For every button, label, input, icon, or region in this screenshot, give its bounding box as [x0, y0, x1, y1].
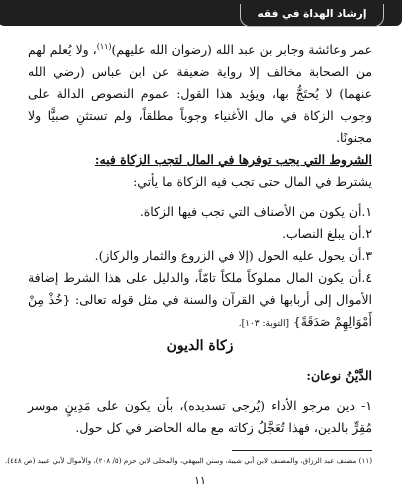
footnote-marker: (١١) [96, 42, 112, 51]
page-number: ١١ [194, 474, 206, 487]
paragraph-1 [28, 36, 372, 149]
conditions-intro: يشترط في المال حتى تجب فيه الزكاة ما يأتي: [133, 174, 372, 190]
footnote-separator [232, 450, 372, 451]
condition-4 [28, 267, 372, 335]
page-body [28, 36, 372, 439]
paragraph-1-rest: ، ولا يُعلم لهم من الصحابة مخالف إلا رواية ضعيفة عن ابن عباس (رضي الله عنهما) لا يُحتَجُّ بها، ويؤيد هذا القول: عموم النصوص الدالة على وجوب الزكاة في مال الأغنياء وجوباً مطلقاً، ولم تستثنِ صبيًّا ولا مجنونًا. [28, 42, 372, 146]
condition-3: ٣.أن يحول عليه الحول (إلا في الزروع والثمار والركاز). [94, 248, 372, 264]
debt-type-1: ١- دين مرجو الأداء (يُرجى تسديده)، بأن يكون على مَدِينٍ موسر مُقِرٍّ بالدين، فهذا تُعَجَّلُ زكاته مع ماله الحاضر في كل حول. [28, 398, 372, 436]
footnote: (١١) مصنف عبد الرزاق، والمصنف لابن أبي شيبة، وسنن البيهقي، والمحلى لابن حزم (٥/ ٢٠٨)، والأموال لأبي عبيد (ص ٤٤٨). [5, 456, 372, 465]
section-title: زكاة الديون [166, 338, 234, 355]
page-header [0, 0, 402, 40]
condition-1: ١.أن يكون من الأصناف التي تجب فيها الزكاة. [139, 204, 372, 220]
condition-4-text: ٤.أن يكون المال مملوكاً ملكاً تامّاً، والدليل على هذا الشرط إضافة الأموال إلى أربابها في القرآن والسنة في مثل قوله تعالى: {خُذْ مِنْ أَمْوَالِهِمْ صَدَقَةً} [28, 270, 372, 330]
paragraph-1-start: عمر وعائشة وجابر بن عبد الله (رضوان الله عليهم) [111, 42, 373, 58]
header-title: إرشاد الهداة في فقه الزكاة [257, 8, 367, 40]
quran-reference: [التوبة: ١٠٣]. [238, 319, 289, 330]
conditions-heading: الشروط التي يجب توفرها في المال لتجب الزكاة فيه: [94, 152, 372, 168]
condition-2: ٢.أن يبلغ النصاب. [282, 226, 372, 242]
debts-heading: الدَّيْنُ نوعان: [306, 368, 372, 384]
